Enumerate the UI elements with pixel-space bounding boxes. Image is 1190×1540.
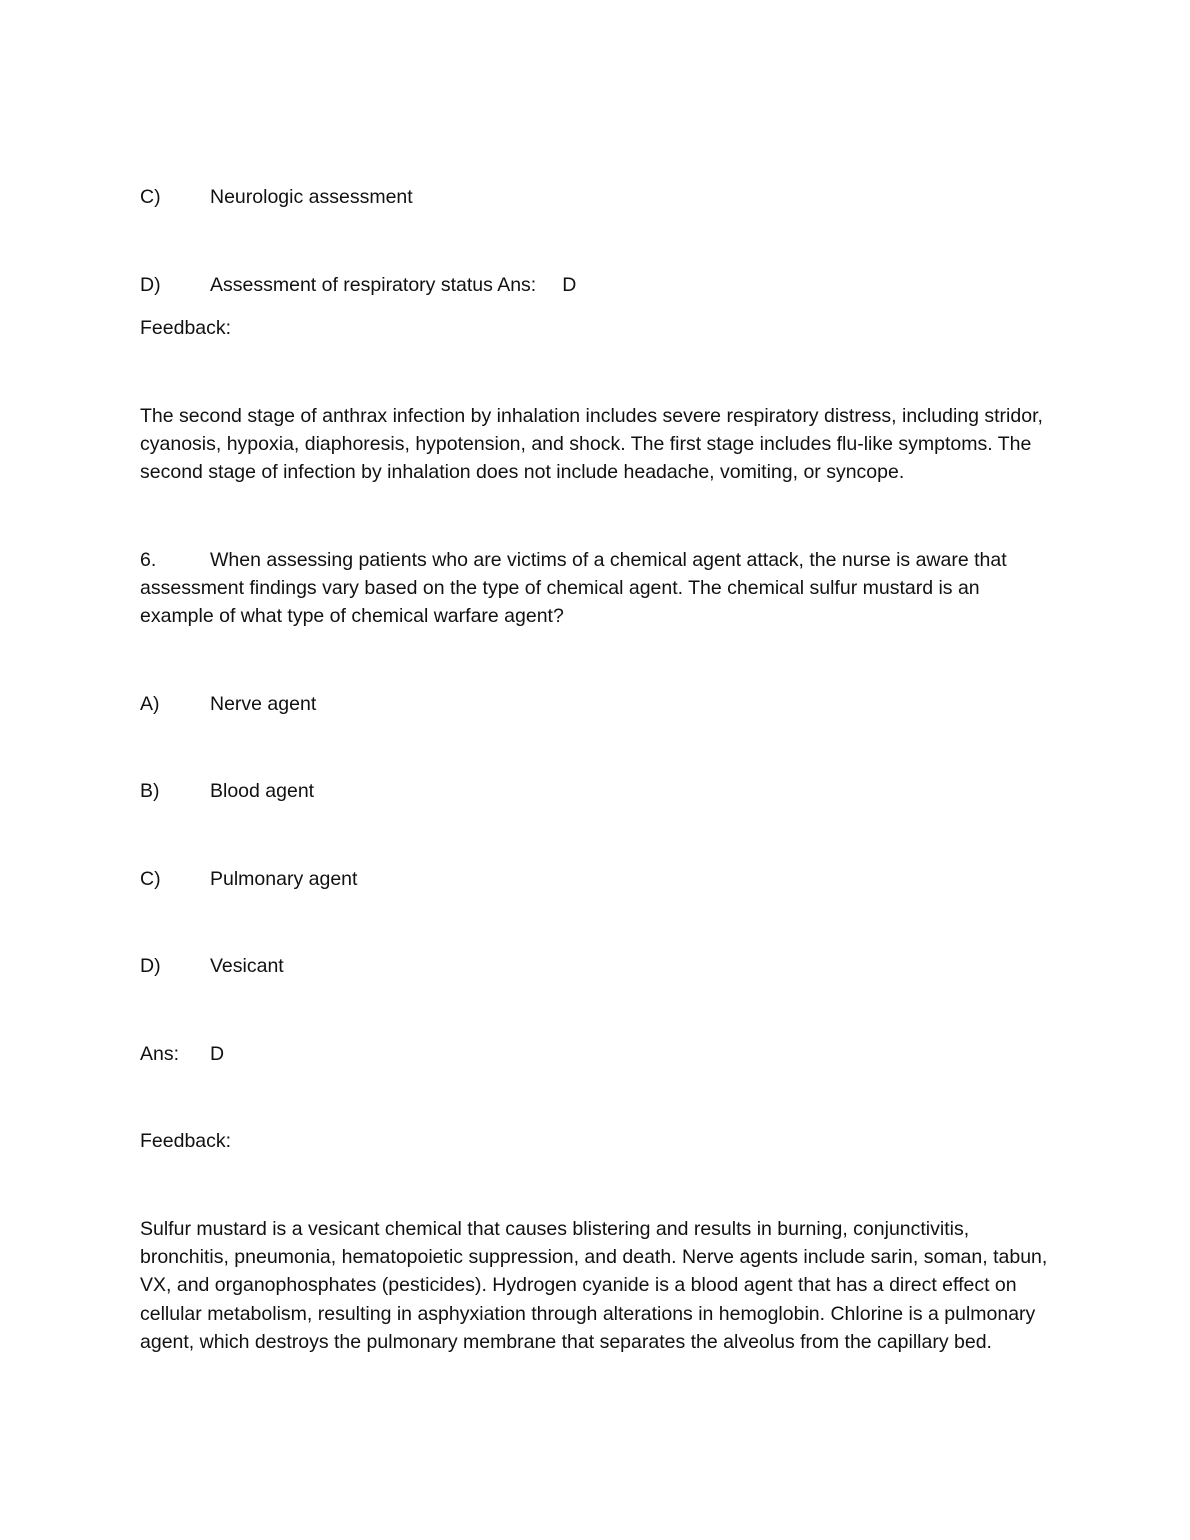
answer-value: D xyxy=(210,1043,225,1065)
option-letter: A) xyxy=(140,693,160,715)
feedback-text: Sulfur mustard is a vesicant chemical that causes blistering and results in burning, conjunctivitis, bronchitis, pneumonia, hematopoietic suppression, and death. Nerve agents include sarin, soman, tabun, VX, and organophosphates (pesticides). Hydrogen cyanide is a blood agent that has a direct effect on cellular metabolism, resulting in asphyxiation through alterations in hemoglobin. Chlorine is a pulmonary agent, which destroys the pulmonary membrane that separates the alveolus from the capillary bed. xyxy=(140,1218,1048,1353)
option-text: Pulmonary agent xyxy=(210,868,358,890)
question-stem-rest: assessment findings vary based on the type of chemical agent. The chemical sulfur mustard is an example of what type of chemical warfare agent? xyxy=(140,577,980,628)
prev-option-d xyxy=(140,273,576,297)
option-c xyxy=(140,867,357,891)
option-a xyxy=(140,692,316,716)
option-text: Neurologic assessment xyxy=(210,186,413,208)
option-text: Blood agent xyxy=(210,780,315,802)
answer-line xyxy=(140,1042,224,1066)
option-text: Assessment of respiratory status Ans: xyxy=(210,274,537,296)
option-b xyxy=(140,779,314,803)
prev-option-c xyxy=(140,185,413,209)
question-stem-first: When assessing patients who are victims of a chemical agent attack, the nurse is aware that xyxy=(210,549,1007,571)
question-number: 6. xyxy=(140,549,157,571)
feedback-label: Feedback: xyxy=(140,1130,232,1152)
option-letter: D) xyxy=(140,274,161,296)
option-letter: C) xyxy=(140,868,161,890)
option-text: Vesicant xyxy=(210,955,284,977)
prev-feedback-text: The second stage of anthrax infection by inhalation includes severe respiratory distress, including stridor, cyanosis, hypoxia, diaphoresis, hypotension, and shock. The first stage includes flu-like symptoms. The second stage of infection by inhalation does not include headache, vomiting, or syncope. xyxy=(140,405,1043,484)
prev-feedback-label: Feedback: xyxy=(140,317,232,339)
answer-label: Ans: xyxy=(140,1043,180,1065)
option-d xyxy=(140,954,284,978)
option-text: Nerve agent xyxy=(210,693,317,715)
answer-value: D xyxy=(562,274,577,296)
option-letter: D) xyxy=(140,955,161,977)
option-letter: C) xyxy=(140,186,161,208)
option-letter: B) xyxy=(140,780,160,802)
question-6-stem xyxy=(140,546,1055,631)
